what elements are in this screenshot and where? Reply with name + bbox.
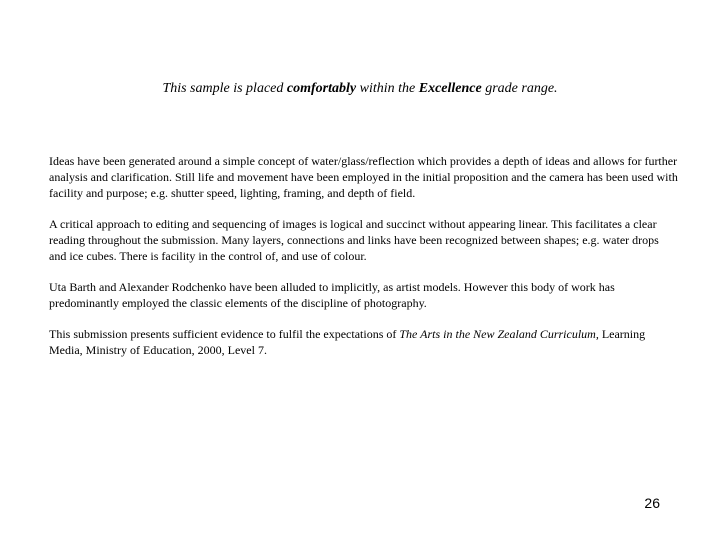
grade-text-3: grade range.: [481, 81, 558, 96]
grade-emphasis-excellence: Excellence: [418, 81, 482, 96]
paragraph-ideas: Ideas have been generated around a simple concept of water/glass/reflection which provides a depth of ideas and allows for further analysis and clarification. Still life and movement have been employed in the initial proposition and the camera has been used with facility and purpose; e.g. shutter speed, lighting, framing, and depth of field.: [49, 154, 678, 200]
grade-emphasis-comfortably: comfortably: [286, 81, 357, 96]
curriculum-title: The Arts in the New Zealand Curriculum,: [399, 327, 599, 341]
paragraph-editing: A critical approach to editing and sequencing of images is logical and succinct without appearing linear. This facilitates a clear reading throughout the submission. Many layers, connections and links have been recognized between shapes; e.g. water drops and ice cubes. There is facility in the control of, and use of colour.: [49, 217, 659, 263]
grade-statement: [0, 80, 720, 98]
assessment-body: [49, 153, 679, 373]
page-number: 26: [644, 495, 660, 511]
paragraph-artist-models: Uta Barth and Alexander Rodchenko have been alluded to implicitly, as artist models. However this body of work has predominantly employed the classic elements of the discipline of photography.: [49, 280, 615, 310]
grade-text-2: within the: [356, 81, 419, 96]
paragraph-evidence: [49, 326, 679, 358]
evidence-text-a: This submission presents sufficient evidence to fulfil the expectations of: [49, 327, 400, 341]
evidence-text-b: Learning Media, Ministry of Education, 2000, Level 7.: [49, 327, 646, 357]
grade-text-1: This sample is placed: [162, 81, 287, 96]
